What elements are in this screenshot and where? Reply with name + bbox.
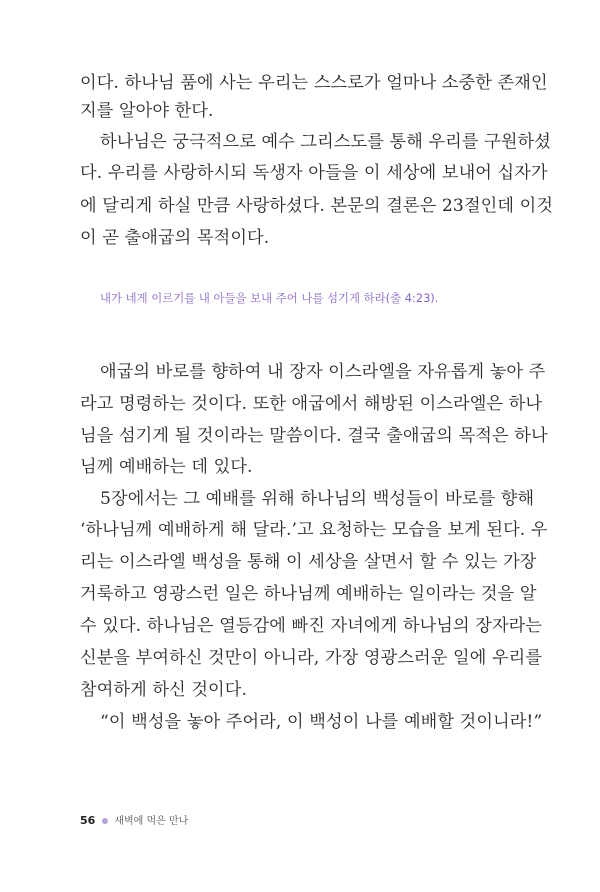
page-number: 56	[80, 814, 96, 827]
body-line: 님께 예배하는 데 있다.	[80, 457, 253, 477]
body-line: 하나님은 궁극적으로 예수 그리스도를 통해 우리를 구원하셨	[100, 132, 551, 152]
body-line: 신분을 부여하신 것만이 아니라, 가장 영광스러운 일에 우리를	[80, 648, 543, 668]
body-line: 수 있다. 하나님은 열등감에 빠진 자녀에게 하나님의 장자라는	[80, 616, 543, 636]
body-line: 리는 이스라엘 백성을 통해 이 세상을 살면서 할 수 있는 가장	[80, 552, 537, 572]
body-line: 참여하게 하신 것이다.	[80, 680, 248, 700]
scripture-quote: 내가 네게 이르기를 내 아들을 보내 주어 나를 섬기게 하라(출 4:23).	[100, 291, 439, 305]
body-line: 이 곧 출애굽의 목적이다.	[80, 228, 270, 248]
body-line: 님을 섬기게 될 것이라는 말씀이다. 결국 출애굽의 목적은 하나	[80, 426, 548, 446]
body-line: 거룩하고 영광스런 일은 하나님께 예배하는 일이라는 것을 알	[80, 584, 537, 604]
body-line: 다. 우리를 사랑하시되 독생자 아들을 이 세상에 보내어 십자가	[80, 163, 548, 183]
body-line: ‘하나님께 예배하게 해 달라.’고 요청하는 모습을 보게 된다. 우	[80, 520, 548, 540]
body-line: 라고 명령하는 것이다. 또한 애굽에서 해방된 이스라엘은 하나	[80, 394, 543, 414]
bullet-dot-icon	[102, 818, 108, 824]
body-line: 애굽의 바로를 향하여 내 장자 이스라엘을 자유롭게 놓아 주	[100, 362, 546, 382]
body-line: 이다. 하나님 품에 사는 우리는 스스로가 얼마나 소중한 존재인	[80, 73, 548, 93]
body-line: 에 달리게 하실 만큼 사랑하셨다. 본문의 결론은 23절인데 이것	[80, 196, 554, 216]
page-footer	[80, 814, 188, 829]
book-title: 새벽에 먹은 만나	[114, 816, 189, 827]
body-line: 5장에서는 그 예배를 위해 하나님의 백성들이 바로를 향해	[100, 489, 535, 509]
body-line: “이 백성을 놓아 주어라, 이 백성이 나를 예배할 것이니라!”	[100, 712, 543, 732]
body-line: 지를 알아야 한다.	[80, 101, 214, 121]
